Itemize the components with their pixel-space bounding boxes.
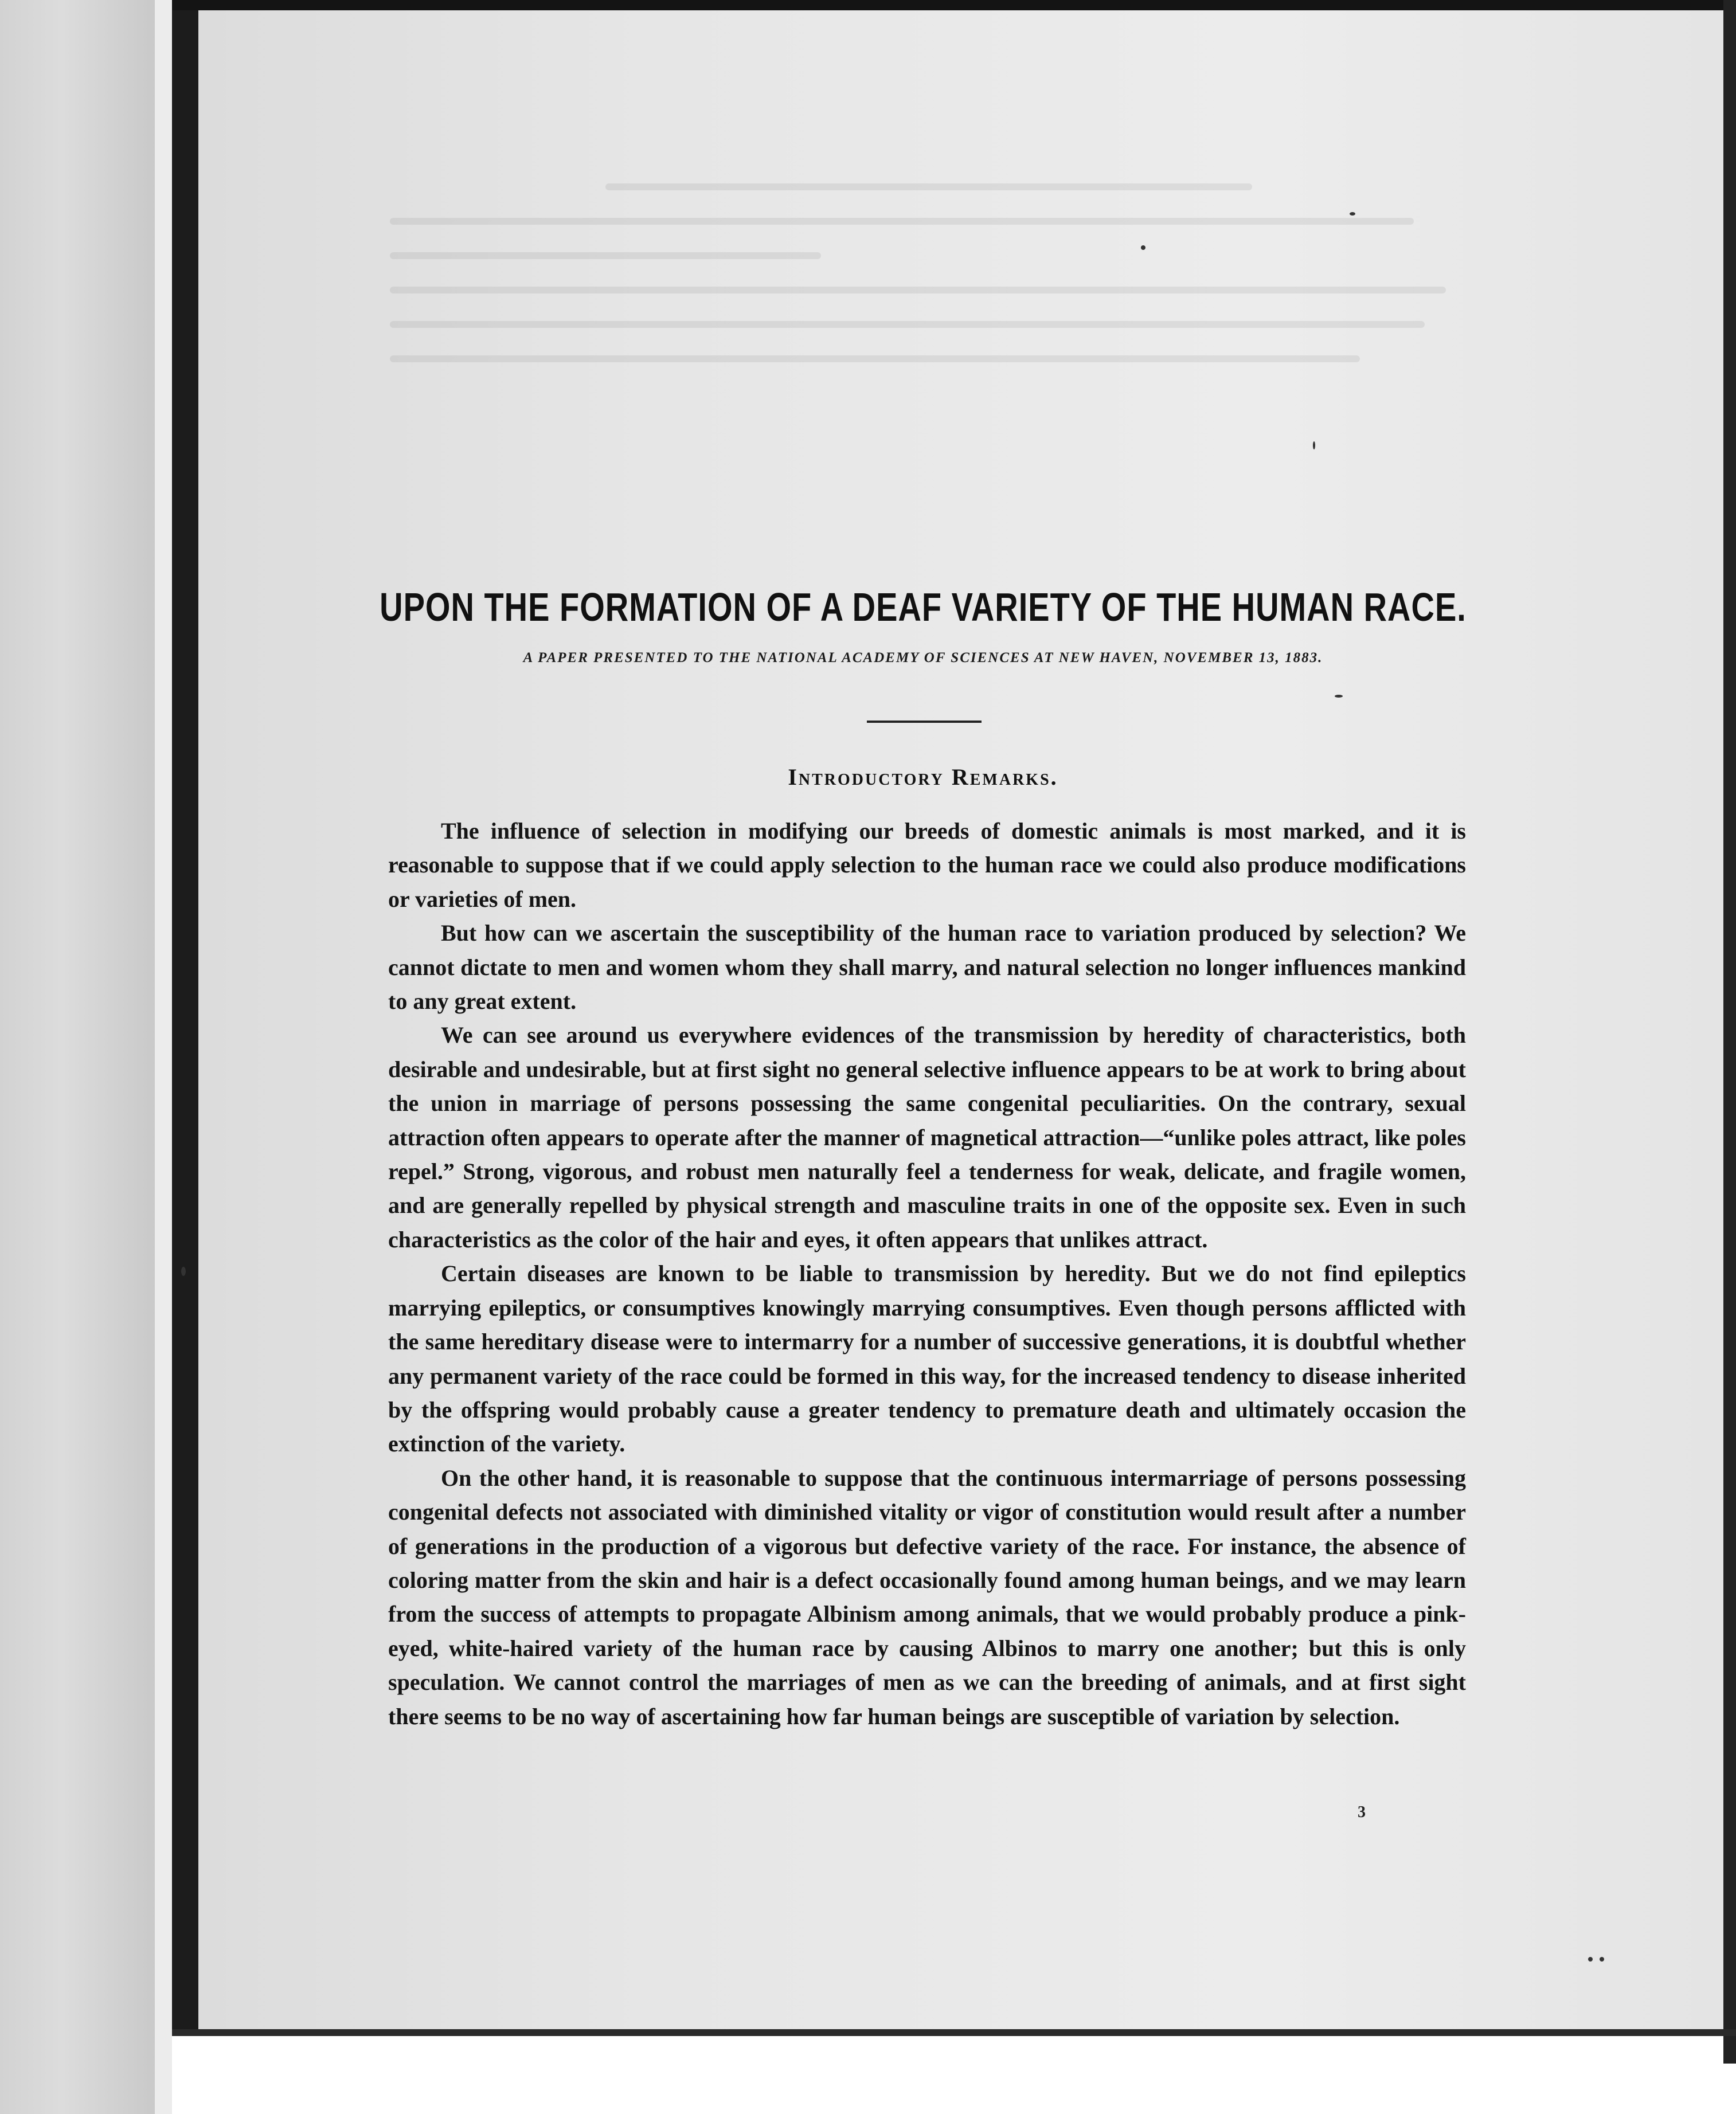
paragraph: On the other hand, it is reasonable to suppose that the continuous intermarriage of persons possessing congenital defects not associated with diminished vitality or vigor of constitution would result after a number of generations in the production of a vigorous but defective variety of the race. For instance, the absence of coloring matter from the skin and hair is a defect occasionally found among human beings, and we may learn from the success of attempts to propagate Albinism among animals, that we would probably produce a pink-eyed, white-haired variety of the human race by causing Albinos to marry one another; but this is only speculation. We cannot control the marriages of men as we can the breeding of animals, and at first sight there seems to be no way of ascertaining how far human beings are susceptible of variation by selection.: [388, 1465, 1466, 1729]
book-spine: [172, 0, 198, 2029]
paragraph: The influence of selection in modifying our breeds of domestic animals is most marked, and it is reasonable to suppose that if we could apply selection to the human race we could also produce modifications or varieties of men.: [388, 818, 1466, 912]
ink-speck: [1600, 1957, 1604, 1962]
section-heading: Introductory Remarks.: [788, 764, 1058, 790]
ink-speck: [1588, 1957, 1593, 1962]
facing-page-edge: [155, 0, 172, 2114]
bleed-through-text: [390, 183, 1468, 424]
title-rule: [867, 721, 982, 723]
ink-speck: [181, 1267, 186, 1276]
paragraph: Certain diseases are known to be liable to transmission by heredity. But we do not find epileptics marrying epileptics, or consumptives knowingly marrying consumptives. Even though persons afflicted with the same hereditary disease were to intermarry for a number of successive generations, it is doubtful whether any permanent variety of the race could be formed in this way, for the increased tendency to disease inherited by the offspring would probably cause a greater tendency to premature death and ultimately occasion the extinction of the variety.: [388, 1260, 1466, 1457]
page-number: 3: [1358, 1803, 1366, 1821]
facing-page: [0, 0, 155, 2114]
ink-speck: [1313, 441, 1315, 449]
body-text: [388, 814, 1466, 1733]
scan-border-top: [172, 0, 1736, 10]
ink-speck: [1141, 245, 1145, 250]
document-subtitle: A PAPER PRESENTED TO THE NATIONAL ACADEMY OF SCIENCES AT NEW HAVEN, NOVEMBER 13, 1883.: [523, 650, 1323, 665]
scan-border-bottom: [172, 2029, 1736, 2036]
paragraph: We can see around us everywhere evidences of the transmission by heredity of characteristics, both desirable and undesirable, but at first sight no general selective influence appears to be at work to bring about the union in marriage of persons possessing the same congenital peculiarities. On the contrary, sexual attraction often appears to operate after the manner of magnetical attraction—“unlike poles attract, like poles repel.” Strong, vigorous, and robust men naturally feel a tenderness for weak, delicate, and fragile women, and are generally repelled by physical strength and masculine traits in one of the opposite sex. Even in such characteristics as the color of the hair and eyes, it often appears that unlikes attract.: [388, 1022, 1466, 1252]
ink-speck: [1350, 212, 1355, 216]
scan-border-right: [1723, 0, 1736, 2064]
paragraph: But how can we ascertain the susceptibility of the human race to variation produced by selection? We cannot dictate to men and women whom they shall marry, and natural selection no longer influences mankind to any great extent.: [388, 920, 1466, 1015]
document-title: UPON THE FORMATION OF A DEAF VARIETY OF THE HUMAN RACE.: [380, 584, 1467, 629]
ink-speck: [1335, 695, 1343, 698]
